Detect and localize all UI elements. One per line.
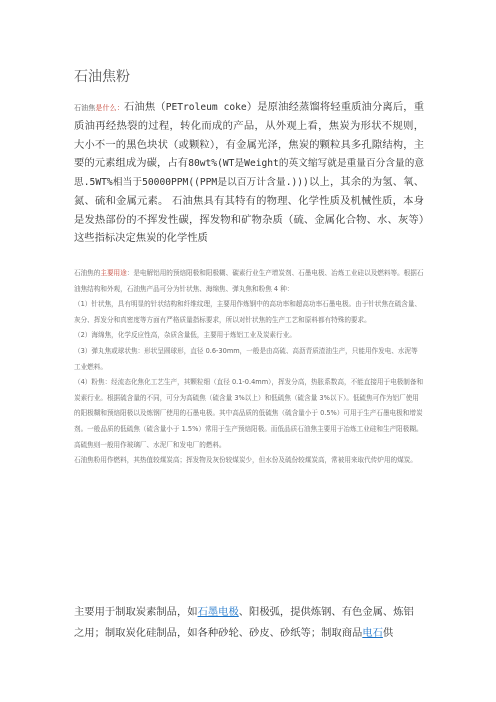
uses-lead: 石油焦的 [74, 269, 101, 277]
uses-text: ：是电解铝用的预焙阳极和阳极糊、碳素行业生产增炭剂、石墨电极、冶炼工业硅以及燃料等。根据石油焦结构和外观，石油焦产品可分为针状焦、海绵焦、弹丸焦和粉焦 4 种： [74, 269, 424, 293]
uses-item-sponge-coke: （2）海绵焦，化学反应性高，杂质含量低，主要用于炼铝工业及炭素行业。 [74, 331, 296, 340]
closing-text-a: 主要用于制取炭素制品，如 [74, 606, 198, 618]
intro-text-b: ）是原油经蒸馏将轻重质油分离后，重质油再经热裂的过程，转化而成的产品，从外观上看，焦炭为形状不规则，大小不一的黑色块状（或颗粒），有金属光泽，焦炭的颗粒具多孔隙结构，主要的元素组成为碳，占有 [74, 101, 425, 169]
uses-item-powder-coke: （4）粉焦：经流态化焦化工艺生产，其颗粒细（直径 0.1-0.4mm），挥发分高，热胀系数高，不能直接用于电极制备和炭素行业。根据硫含量的不同，可分为高硫焦（硫含量 3%以上）和低硫焦（硫含量 3%以下）。低硫焦可作为铝厂使用的阳极糊和预焙阳极以及炼钢厂使用的石墨电极。其中高品质的低硫焦（硫含量小于 0.5%）可用于生产石墨电极和增炭剂。一般品质的低硫焦（硫含量小于 1.5%）常用于生产预焙阳极。而低品质石油焦主要用于冶炼工业硅和生产阳极糊。高硫焦则一般用作玻璃厂、水泥厂和发电厂的燃料。 [74, 378, 424, 449]
intro-lead-highlight: 是什么： [95, 104, 124, 112]
closing-text-c: 供 [382, 626, 394, 639]
intro-term: PETroleum coke [165, 102, 247, 113]
calcium-carbide-link[interactable]: 电石 [362, 626, 383, 639]
uses-section [74, 266, 424, 469]
uses-lead-highlight: 主要用途 [100, 269, 127, 277]
uses-item-shot-coke: （3）弹丸焦或球状焦：形状呈圆球形，直径 0.6-30mm，一般是由高硫、高沥青质渣油生产，只能用作发电、水泥等工业燃料。 [74, 346, 418, 371]
intro-text-a: 石油焦（ [123, 101, 166, 113]
intro-paragraph [74, 98, 424, 247]
closing-text-b: 、阳极弧，提供炼钢、有色金属、炼铝之用；制取炭化硅制品，如各种砂轮、砂皮、砂纸等；制取商品 [74, 606, 414, 639]
intro-percent-note: 80wt%(WT是Weight的英文缩写就是重量百分含量的意思.5WT%相当于50000PPM((PPM是以百万计含量.))) [74, 157, 424, 189]
graphite-electrode-link[interactable]: 石墨电极 [197, 606, 239, 618]
intro-text-c: 以上，其余的为氢、氧、氮、硫和金属元素。 石油焦具有其特有的物理、化学性质及机械性质，本身是发热部份的不挥发性碳，挥发物和矿物杂质（硫、金属化合物、水、灰等）这些指标决定焦炭的化学性质 [74, 176, 424, 245]
uses-item-needle-coke: （1）针状焦，具有明显的针状结构和纤维纹理，主要用作炼钢中的高功率和超高功率石墨电极。由于针状焦在硫含量、灰分、挥发分和真密度等方面有严格质量指标要求，所以对针状焦的生产工艺和原料都有特殊的要求。 [74, 300, 422, 324]
uses-intro [74, 266, 424, 297]
closing-paragraph [74, 602, 424, 643]
intro-lead: 石油焦 [74, 104, 96, 112]
uses-fuel-note: 石油焦粉用作燃料，其热值较煤炭高；挥发物及灰份较煤炭少，但水份及硫份较煤炭高，常被用来取代传炉用的煤炭。 [74, 456, 417, 465]
page-title: 石油焦粉 [74, 69, 130, 85]
